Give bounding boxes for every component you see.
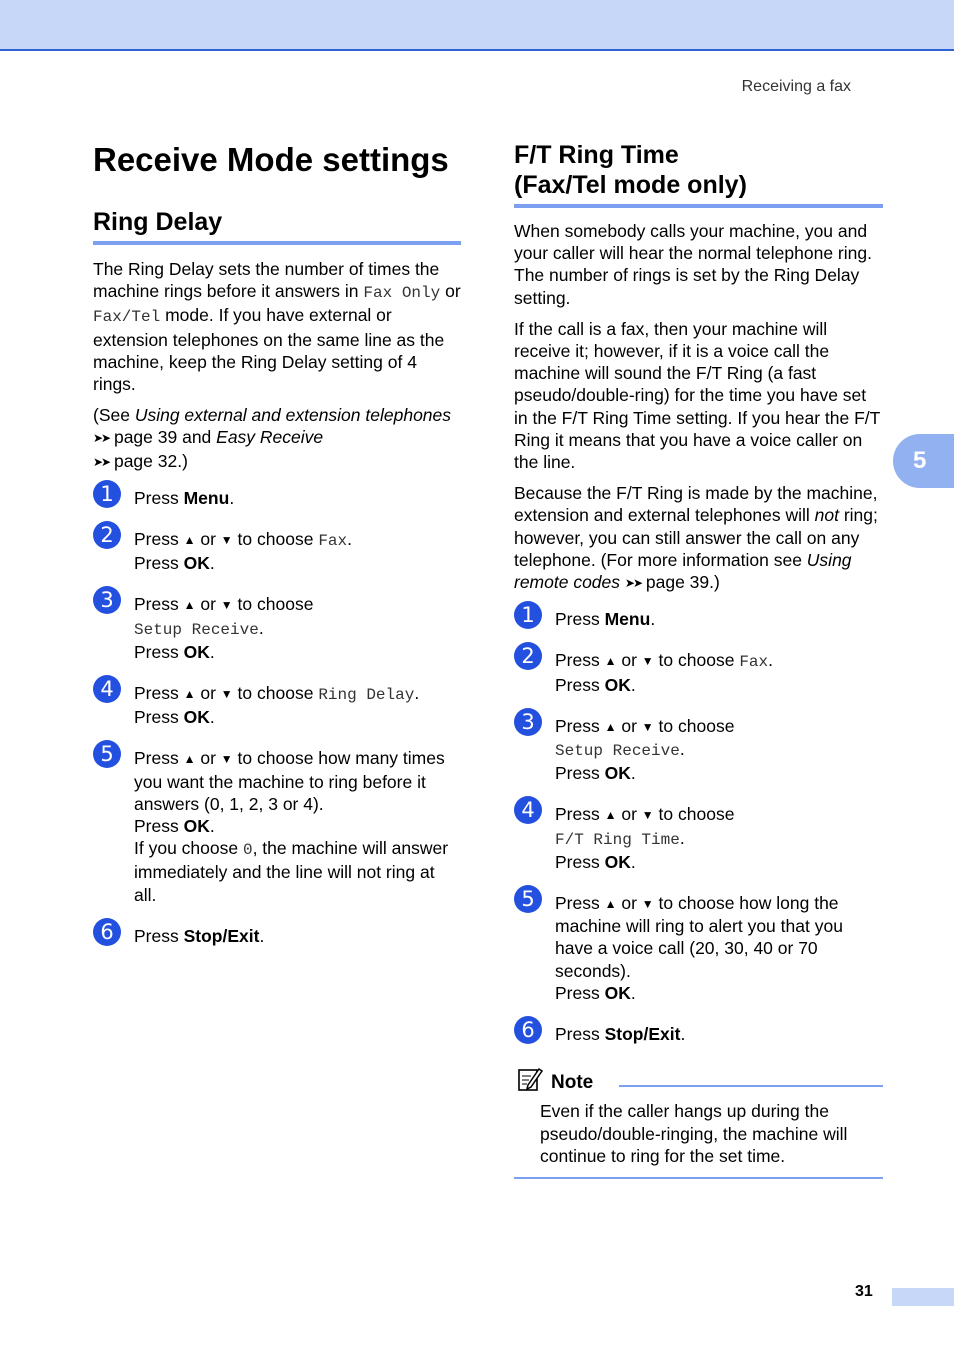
key-stop-exit: Stop/Exit xyxy=(183,925,260,946)
page-ref-arrows-icon: ➤➤ xyxy=(624,576,642,591)
ft-ring-voice-call: If the call is a fax, then your machine will receive it; however, if it is a voice call the machine will sound the F/T Ring (a fast pseudo/double-ring) for the time you have set in the F/T Ring Time setting. If you hear the F/T Ring it means that you have a voice caller on the line. xyxy=(514,318,881,473)
down-arrow-icon: ▼ xyxy=(220,687,233,702)
up-arrow-icon: ▲ xyxy=(604,808,617,823)
step-6: 6 Press Stop/Exit. xyxy=(514,1023,883,1045)
step-2: 2 Press ▲ or ▼ to choose Fax. Press OK. xyxy=(514,649,883,695)
page-ref-arrows-icon: ➤➤ xyxy=(93,431,110,446)
step-number-badge: 2 xyxy=(514,642,542,670)
ring-delay-see-also: (See Using external and extension telephones ➤➤ page 39 and Easy Receive ➤➤ page 32.) xyxy=(93,405,452,471)
step-number-badge: 6 xyxy=(514,1016,542,1044)
up-arrow-icon: ▲ xyxy=(604,719,617,734)
step-number-badge: 5 xyxy=(514,885,542,913)
section-heading-ft-ring-time: F/T Ring Time (Fax/Tel mode only) xyxy=(514,140,883,208)
step-number-badge: 2 xyxy=(93,521,121,549)
note-body: Even if the caller hangs up during the pseudo/double-ringing, the machine will continue to ring for the set time. xyxy=(540,1101,848,1166)
page-title: Receive Mode settings xyxy=(93,141,449,178)
step-4: 4 Press ▲ or ▼ to choose Ring Delay. Press OK. xyxy=(93,682,461,728)
step-number-badge: 3 xyxy=(93,586,121,614)
note-rule xyxy=(619,1085,883,1087)
running-head: Receiving a fax xyxy=(741,78,851,95)
up-arrow-icon: ▲ xyxy=(183,598,196,613)
up-arrow-icon: ▲ xyxy=(604,897,617,912)
key-ok: OK xyxy=(604,763,631,784)
step-5: 5 Press ▲ or ▼ to choose how long the machine will ring to alert you that you have a voice call (20, 30, 40 or 70 seconds). Press OK. xyxy=(514,892,883,1004)
link-easy-receive[interactable]: Easy Receive xyxy=(216,427,324,448)
page-number: 31 xyxy=(855,1283,873,1300)
up-arrow-icon: ▲ xyxy=(183,752,196,767)
right-column xyxy=(514,140,883,1179)
section-heading-ring-delay: Ring Delay xyxy=(93,207,461,245)
step-4: 4 Press ▲ or ▼ to choose F/T Ring Time. Press OK. xyxy=(514,803,883,873)
down-arrow-icon: ▼ xyxy=(220,533,233,548)
page-ref-arrows-icon: ➤➤ xyxy=(93,454,110,469)
note-pencil-icon xyxy=(517,1066,543,1092)
down-arrow-icon: ▼ xyxy=(641,808,654,823)
down-arrow-icon: ▼ xyxy=(220,598,233,613)
key-ok: OK xyxy=(604,851,631,872)
up-arrow-icon: ▲ xyxy=(183,687,196,702)
mode-fax-tel: Fax/Tel xyxy=(93,308,161,327)
step-3: 3 Press ▲ or ▼ to choose Setup Receive. Press OK. xyxy=(514,715,883,785)
key-ok: OK xyxy=(183,816,210,837)
link-remote-codes[interactable]: Using remote codes xyxy=(514,549,852,593)
footer-bar xyxy=(892,1288,954,1306)
ft-ring-steps xyxy=(514,603,883,1045)
key-ok: OK xyxy=(183,553,210,574)
up-arrow-icon: ▲ xyxy=(183,533,196,548)
step-number-badge: 4 xyxy=(93,675,121,703)
top-header-bar xyxy=(0,0,954,51)
note-title: Note xyxy=(551,1072,594,1094)
step-2: 2 Press ▲ or ▼ to choose Fax. Press OK. xyxy=(93,528,461,574)
mode-fax-only: Fax Only xyxy=(363,284,441,303)
key-menu: Menu xyxy=(604,609,651,630)
step-number-badge: 4 xyxy=(514,796,542,824)
key-menu: Menu xyxy=(183,487,230,508)
note-box xyxy=(514,1064,883,1179)
link-external-extension[interactable]: Using external and extension telephones xyxy=(134,405,452,426)
key-ok: OK xyxy=(183,707,210,728)
step-number-badge: 3 xyxy=(514,708,542,736)
step-1: 1 Press Menu. xyxy=(514,608,883,630)
step-6: 6 Press Stop/Exit. xyxy=(93,925,461,947)
left-column xyxy=(93,140,461,966)
ft-ring-intro: When somebody calls your machine, you and your caller will hear the normal telephone ring. The number of rings is set by the Ring Delay setting. xyxy=(514,221,872,308)
step-number-badge: 1 xyxy=(514,601,542,629)
step-3: 3 Press ▲ or ▼ to choose Setup Receive. Press OK. xyxy=(93,593,461,663)
ft-ring-extension-info: Because the F/T Ring is made by the machine, extension and external telephones will not ring; however, you can still answer the call on any telephone. (For more information see Using remote codes ➤➤ page 39.) xyxy=(514,483,878,593)
step-5: 5 Press ▲ or ▼ to choose how many times you want the machine to ring before it answers (0, 1, 2, 3 or 4). Press OK. If you choose 0, the machine will answer immediately and the line will not ring at all. xyxy=(93,747,461,905)
down-arrow-icon: ▼ xyxy=(641,719,654,734)
key-ok: OK xyxy=(183,641,210,662)
key-stop-exit: Stop/Exit xyxy=(604,1024,681,1045)
down-arrow-icon: ▼ xyxy=(641,654,654,669)
down-arrow-icon: ▼ xyxy=(641,897,654,912)
step-1: 1 Press Menu. xyxy=(93,487,461,509)
down-arrow-icon: ▼ xyxy=(220,752,233,767)
chapter-tab: 5 xyxy=(893,434,954,488)
up-arrow-icon: ▲ xyxy=(604,654,617,669)
key-ok: OK xyxy=(604,982,631,1003)
ring-delay-intro: The Ring Delay sets the number of times the machine rings before it answers in Fax Only or Fax/Tel mode. If you have external or extension telephones on the same line as the machine, keep the Ring Delay setting of 4 rings. xyxy=(93,259,461,395)
step-number-badge: 5 xyxy=(93,740,121,768)
step-number-badge: 6 xyxy=(93,918,121,946)
key-ok: OK xyxy=(604,674,631,695)
ring-delay-steps xyxy=(93,481,461,947)
step-number-badge: 1 xyxy=(93,480,121,508)
